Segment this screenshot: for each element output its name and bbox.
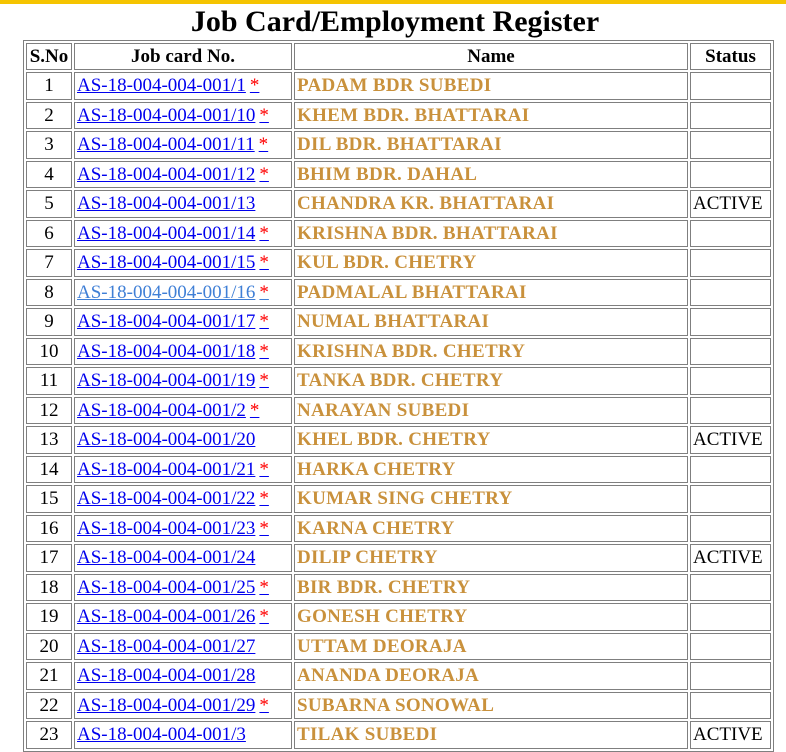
job-card-link[interactable]: [77, 547, 255, 568]
asterisk-marker: *: [259, 281, 269, 303]
table-row: [26, 456, 771, 484]
job-card-number: AS-18-004-004-001/13: [77, 193, 256, 215]
asterisk-marker: *: [259, 163, 269, 185]
asterisk-marker: *: [259, 222, 269, 244]
job-card-link[interactable]: [77, 488, 269, 509]
job-card-link[interactable]: [77, 223, 269, 244]
job-card-link[interactable]: [77, 665, 255, 686]
row-job-card-cell: [74, 515, 292, 543]
asterisk-marker: *: [259, 340, 269, 362]
row-job-card-cell: [74, 190, 292, 218]
header-sno: S.No: [26, 43, 72, 70]
job-card-number: AS-18-004-004-001/10: [77, 104, 256, 126]
asterisk-marker: *: [259, 458, 269, 480]
job-card-link[interactable]: [77, 577, 269, 598]
asterisk-marker: *: [259, 311, 269, 333]
row-status: [690, 102, 771, 130]
table-row: [26, 161, 771, 189]
table-row: [26, 544, 771, 572]
job-card-link[interactable]: [77, 636, 255, 657]
job-card-number: AS-18-004-004-001/25: [77, 576, 256, 598]
row-sno: 16: [26, 515, 72, 543]
row-job-card-cell: [74, 367, 292, 395]
row-job-card-cell: [74, 308, 292, 336]
row-sno: 11: [26, 367, 72, 395]
row-name: ANANDA DEORAJA: [294, 662, 688, 690]
row-job-card-cell: [74, 72, 292, 100]
job-card-number: AS-18-004-004-001/23: [77, 517, 256, 539]
row-job-card-cell: [74, 456, 292, 484]
header-status: Status: [690, 43, 771, 70]
row-name: DIL BDR. BHATTARAI: [294, 131, 688, 159]
row-job-card-cell: [74, 397, 292, 425]
job-card-number: AS-18-004-004-001/15: [77, 252, 256, 274]
row-status: [690, 662, 771, 690]
row-sno: 6: [26, 220, 72, 248]
row-sno: 3: [26, 131, 72, 159]
job-card-link[interactable]: [77, 695, 269, 716]
row-name: KRISHNA BDR. BHATTARAI: [294, 220, 688, 248]
asterisk-marker: *: [249, 399, 260, 421]
row-status: [690, 574, 771, 602]
page-title: Job Card/Employment Register: [190, 5, 600, 38]
job-card-number: AS-18-004-004-001/11: [77, 134, 255, 156]
job-card-link[interactable]: [77, 311, 269, 332]
job-card-number: AS-18-004-004-001/12: [77, 163, 256, 185]
row-job-card-cell: [74, 574, 292, 602]
job-card-link[interactable]: [77, 429, 255, 450]
table-row: [26, 367, 771, 395]
row-name: KARNA CHETRY: [294, 515, 688, 543]
row-job-card-cell: [74, 485, 292, 513]
job-card-link[interactable]: [77, 370, 269, 391]
job-card-number: AS-18-004-004-001/27: [77, 635, 256, 657]
table-row: [26, 633, 771, 661]
job-card-number: AS-18-004-004-001/21: [77, 458, 256, 480]
row-job-card-cell: [74, 662, 292, 690]
row-sno: 23: [26, 721, 72, 749]
job-card-number: AS-18-004-004-001/24: [77, 547, 256, 569]
row-job-card-cell: [74, 131, 292, 159]
row-job-card-cell: [74, 220, 292, 248]
row-status: [690, 633, 771, 661]
job-card-link[interactable]: [77, 193, 255, 214]
row-job-card-cell: [74, 249, 292, 277]
row-status: [690, 485, 771, 513]
job-card-link[interactable]: [77, 518, 269, 539]
row-sno: 21: [26, 662, 72, 690]
row-name: NARAYAN SUBEDI: [294, 397, 688, 425]
row-status: [690, 456, 771, 484]
row-sno: 17: [26, 544, 72, 572]
job-card-link[interactable]: [77, 341, 269, 362]
job-card-link[interactable]: [77, 105, 269, 126]
job-card-number: AS-18-004-004-001/2: [77, 399, 246, 421]
job-card-number: AS-18-004-004-001/19: [77, 370, 256, 392]
row-status: [690, 161, 771, 189]
job-card-link[interactable]: [77, 252, 269, 273]
row-job-card-cell: [74, 633, 292, 661]
row-name: KHEL BDR. CHETRY: [294, 426, 688, 454]
job-card-number: AS-18-004-004-001/29: [77, 694, 256, 716]
row-sno: 19: [26, 603, 72, 631]
row-name: KRISHNA BDR. CHETRY: [294, 338, 688, 366]
row-sno: 1: [26, 72, 72, 100]
row-name: PADAM BDR SUBEDI: [294, 72, 688, 100]
table-body: [26, 72, 771, 749]
row-name: TANKA BDR. CHETRY: [294, 367, 688, 395]
table-row: [26, 220, 771, 248]
job-card-number: AS-18-004-004-001/17: [77, 311, 256, 333]
table-row: [26, 249, 771, 277]
row-name: BIR BDR. CHETRY: [294, 574, 688, 602]
row-sno: 20: [26, 633, 72, 661]
job-card-link[interactable]: [77, 164, 269, 185]
table-row: [26, 662, 771, 690]
table-row: [26, 338, 771, 366]
job-card-number: AS-18-004-004-001/22: [77, 488, 256, 510]
job-card-number: AS-18-004-004-001/1: [77, 75, 246, 97]
row-job-card-cell: [74, 721, 292, 749]
row-status: [690, 603, 771, 631]
job-card-link[interactable]: [77, 75, 259, 96]
row-name: DILIP CHETRY: [294, 544, 688, 572]
table-row: [26, 72, 771, 100]
row-name: GONESH CHETRY: [294, 603, 688, 631]
row-sno: 2: [26, 102, 72, 130]
table-row: [26, 190, 771, 218]
row-sno: 14: [26, 456, 72, 484]
table-row: [26, 397, 771, 425]
row-status: [690, 515, 771, 543]
table-row: [26, 574, 771, 602]
table-row: [26, 603, 771, 631]
row-name: SUBARNA SONOWAL: [294, 692, 688, 720]
table-row: [26, 102, 771, 130]
asterisk-marker: *: [259, 252, 269, 274]
row-sno: 8: [26, 279, 72, 307]
row-job-card-cell: [74, 426, 292, 454]
job-card-link[interactable]: [77, 400, 259, 421]
row-name: TILAK SUBEDI: [294, 721, 688, 749]
header-job-card: Job card No.: [74, 43, 292, 70]
asterisk-marker: *: [249, 75, 260, 97]
row-status: [690, 279, 771, 307]
row-status: [690, 692, 771, 720]
row-name: PADMALAL BHATTARAI: [294, 279, 688, 307]
job-card-link[interactable]: [77, 134, 268, 155]
row-sno: 7: [26, 249, 72, 277]
row-status: ACTIVE: [690, 190, 771, 218]
asterisk-marker: *: [258, 134, 269, 156]
job-card-number: AS-18-004-004-001/3: [77, 724, 246, 746]
asterisk-marker: *: [259, 104, 269, 126]
table-row: [26, 279, 771, 307]
row-status: [690, 131, 771, 159]
row-name: KUL BDR. CHETRY: [294, 249, 688, 277]
row-name: KUMAR SING CHETRY: [294, 485, 688, 513]
row-sno: 9: [26, 308, 72, 336]
row-status: [690, 308, 771, 336]
row-status: [690, 220, 771, 248]
row-job-card-cell: [74, 544, 292, 572]
row-status: ACTIVE: [690, 544, 771, 572]
asterisk-marker: *: [259, 694, 269, 716]
job-card-link[interactable]: [77, 459, 269, 480]
job-card-number: AS-18-004-004-001/18: [77, 340, 256, 362]
job-card-number: AS-18-004-004-001/28: [77, 665, 256, 687]
asterisk-marker: *: [259, 517, 269, 539]
row-job-card-cell: [74, 692, 292, 720]
employment-register-table: [23, 40, 774, 752]
table-row: [26, 692, 771, 720]
row-sno: 5: [26, 190, 72, 218]
job-card-link[interactable]: [77, 606, 269, 627]
row-name: UTTAM DEORAJA: [294, 633, 688, 661]
table-row: [26, 426, 771, 454]
job-card-number: AS-18-004-004-001/14: [77, 222, 256, 244]
row-sno: 15: [26, 485, 72, 513]
row-status: [690, 72, 771, 100]
row-name: BHIM BDR. DAHAL: [294, 161, 688, 189]
table-row: [26, 485, 771, 513]
row-sno: 4: [26, 161, 72, 189]
row-job-card-cell: [74, 603, 292, 631]
table-row: [26, 131, 771, 159]
row-job-card-cell: [74, 161, 292, 189]
job-card-number: AS-18-004-004-001/26: [77, 606, 256, 628]
row-job-card-cell: [74, 102, 292, 130]
row-status: ACTIVE: [690, 721, 771, 749]
job-card-link[interactable]: [77, 724, 246, 745]
job-card-number: AS-18-004-004-001/16: [77, 281, 256, 303]
row-name: NUMAL BHATTARAI: [294, 308, 688, 336]
row-sno: 10: [26, 338, 72, 366]
row-sno: 12: [26, 397, 72, 425]
header-name: Name: [294, 43, 688, 70]
row-status: [690, 249, 771, 277]
job-card-number: AS-18-004-004-001/20: [77, 429, 256, 451]
row-status: ACTIVE: [690, 426, 771, 454]
job-card-link[interactable]: [77, 282, 269, 303]
row-status: [690, 338, 771, 366]
table-header-row: [26, 43, 771, 70]
row-job-card-cell: [74, 279, 292, 307]
row-sno: 13: [26, 426, 72, 454]
asterisk-marker: *: [259, 606, 269, 628]
row-name: KHEM BDR. BHATTARAI: [294, 102, 688, 130]
row-status: [690, 397, 771, 425]
row-name: CHANDRA KR. BHATTARAI: [294, 190, 688, 218]
row-name: HARKA CHETRY: [294, 456, 688, 484]
row-sno: 18: [26, 574, 72, 602]
table-row: [26, 515, 771, 543]
asterisk-marker: *: [259, 576, 269, 598]
asterisk-marker: *: [259, 488, 269, 510]
asterisk-marker: *: [259, 370, 269, 392]
table-row: [26, 308, 771, 336]
table-row: [26, 721, 771, 749]
row-status: [690, 367, 771, 395]
row-sno: 22: [26, 692, 72, 720]
row-job-card-cell: [74, 338, 292, 366]
